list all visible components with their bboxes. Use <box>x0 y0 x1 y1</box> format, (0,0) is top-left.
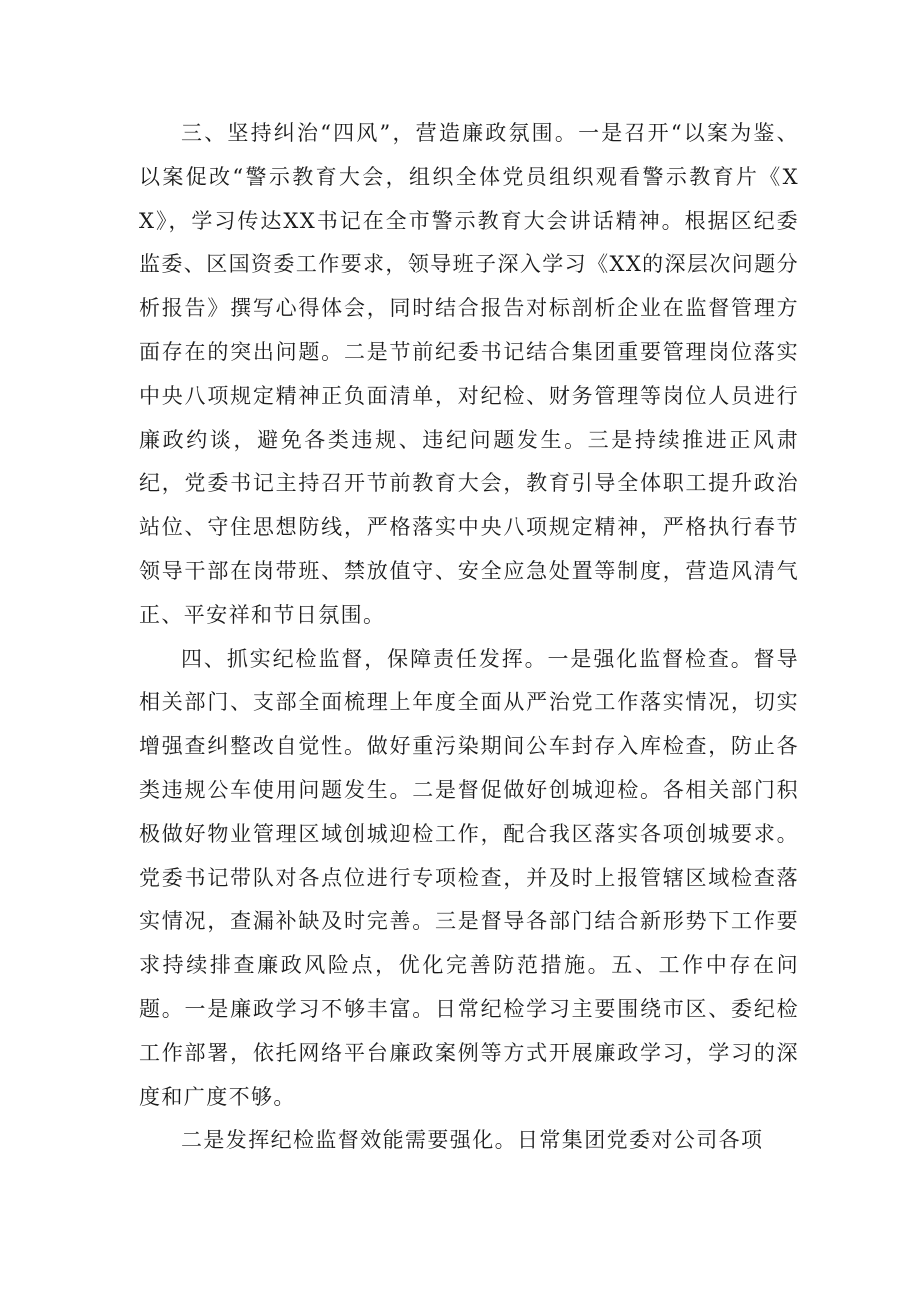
document-body <box>139 112 799 1163</box>
paragraph-section-four: 四、抓实纪检监督，保障责任发挥。一是强化监督检查。督导相关部门、支部全面梳理上年度全面从严治党工作落实情况，切实增强查纠整改自觉性。做好重污染期间公车封存入库检查，防止各类违规公车使用问题发生。二是督促做好创城迎检。各相关部门积极做好物业管理区域创城迎检工作，配合我区落实各项创城要求。党委书记带队对各点位进行专项检查，并及时上报管辖区域检查落实情况，查漏补缺及时完善。三是督导各部门结合新形势下工作要求持续排查廉政风险点，优化完善防范措施。五、工作中存在问题。一是廉政学习不够丰富。日常纪检学习主要围绕市区、委纪检工作部署，依托网络平台廉政案例等方式开展廉政学习，学习的深度和广度不够。 <box>139 646 799 1109</box>
paragraph-section-three: 三、坚持纠治“四风”，营造廉政氛围。一是召开“以案为鉴、以案促改“警示教育大会，组织全体党员组织观看警示教育片《XX》，学习传达XX书记在全市警示教育大会讲话精神。根据区纪委监委、区国资委工作要求，领导班子深入学习《XX的深层次问题分析报告》撰写心得体会，同时结合报告对标剖析企业在监督管理方面存在的突出问题。二是节前纪委书记结合集团重要管理岗位落实中央八项规定精神正负面清单，对纪检、财务管理等岗位人员进行廉政约谈，避免各类违规、违纪问题发生。三是持续推进正风肃纪，党委书记主持召开节前教育大会，教育引导全体职工提升政治站位、守住思想防线，严格落实中央八项规定精神，严格执行春节领导干部在岗带班、禁放值守、安全应急处置等制度，营造风清气正、平安祥和节日氛围。 <box>139 121 799 627</box>
paragraph-continued: 二是发挥纪检监督效能需要强化。日常集团党委对公司各项 <box>181 1128 764 1153</box>
